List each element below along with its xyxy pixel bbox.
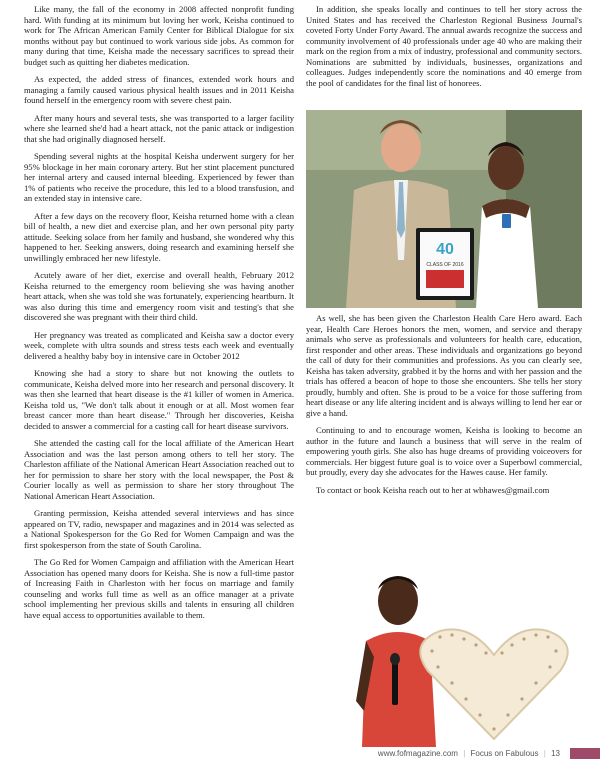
heart-photo-illustration <box>306 571 582 747</box>
plaque-subtitle: CLASS OF 2016 <box>426 262 464 268</box>
paragraph: She attended the casting call for the local affiliate of the American Heart Association and was the last person among others to tell her story. The Charleston affiliate of the National American Heart Association reached out to her for permission to share her story with the local newspaper, the Post & Courier locally as well as permission to share her story throughout The National American Heart Association. <box>24 438 294 501</box>
paragraph: Continuing to and to encourage women, Keisha is looking to become an author in the future and launch a business that will serve in the realm of empowering youth girls. She also has huge dreams of providing voiceovers for commercials. Her biggest future goal is to voice over a Superbowl commercial, but proudly, every day she advocates for the Hawes cause. Her family. <box>306 425 582 477</box>
award-photo-illustration <box>306 110 582 308</box>
right-column-top <box>306 4 582 95</box>
paragraph: As expected, the added stress of finances, extended work hours and managing a family caused various physical health issues and in 2011 Keisha found herself in the emergency room with severe chest pain. <box>24 74 294 105</box>
page-footer <box>0 748 600 761</box>
heart-photo <box>306 571 582 747</box>
paragraph: After a few days on the recovery floor, Keisha returned home with a clean bill of health, a new diet and exercise plan, and her own personal pity party attitude. Seeking solace from her family and husband, she wondered why this happened to her. Seeking answers, doing research and examining herself she unwillingly embraced her new lifestyle. <box>24 210 294 263</box>
footer-publication: Focus on Fabulous <box>470 749 539 758</box>
paragraph: Knowing she had a story to share but not knowing the outlets to communicate, Keisha delved more into her research and personal discovery. It was then she learned that heart disease is the #1 killer of women in America. Keisha told us, "We don't talk about it enough or at all. Most women fear breast cancer more than heart disease." Through her discoveries, Keisha decided to answer a commercial for a casting call for heart disease survivors. <box>24 368 294 431</box>
footer-accent-bar <box>570 748 600 759</box>
left-column <box>24 4 294 627</box>
paragraph: Spending several nights at the hospital Keisha underwent surgery for her 95% blockage in her main coronary artery. But her stint placement punctured her internal artery and caused internal bleeding. Experienced by fewer than 1% of patients who receive the procedure, this led to a blood transfusion, and an extended stay in intensive care. <box>24 151 294 203</box>
right-column-bottom <box>306 313 582 502</box>
paragraph: Her pregnancy was treated as complicated and Keisha saw a doctor every week, complete with ultra sounds and stress tests each week and eventually delivered a healthy baby boy in intensive care in October 2012 <box>24 329 294 361</box>
plaque-logo: 40 <box>436 241 454 258</box>
paragraph: After many hours and several tests, she was transported to a larger facility where she learned she'd had a heart attack, not the panic attack or indigestion that she had originally diagnosed herself. <box>24 112 294 144</box>
footer-separator: | <box>543 749 546 758</box>
contact-line: To contact or book Keisha reach out to her at wbhawes@gmail.com <box>316 484 550 495</box>
footer-text <box>378 749 560 758</box>
footer-separator: | <box>463 749 466 758</box>
award-photo <box>306 110 582 308</box>
page-number: 13 <box>551 749 560 758</box>
paragraph: In addition, she speaks locally and continues to tell her story across the United States and has received the Charleston Regional Business Journal's coveted Forty Under Forty Award. The annual awards recognize the success and community involvement of 40 professionals under age 40 who are making their mark on the region from a mix of industry, professional and community sectors. Nominations are submitted by individuals, businesses, organizations and colleagues. Judges independently score the nominations and 40 emerge from the pool of candidates for the final list of honorees. <box>306 4 582 88</box>
paragraph: Like many, the fall of the economy in 2008 affected nonprofit funding hard. With funding at its minimum but loving her work, Keisha continued to work for The African American Family Center for Biblical Dialogue for six months without pay but continued to work various side jobs. As common for many during that time, Keisha made the necessary sacrifices to spread their budget such as quitting her diabetes medication. <box>24 4 294 67</box>
paragraph: Granting permission, Keisha attended several interviews and has since appeared on TV, radio, newspaper and magazines and in 2014 was selected as a National Spokesperson for the Go Red for Women Campaign and was the first spokesperson from the state of South Carolina. <box>24 508 294 550</box>
paragraph: As well, she has been given the Charleston Health Care Hero award. Each year, Health Care Heroes honors the men, women, and service and therapy animals who serve as professionals and volunteers for health care, education, first responder and other areas. These individuals and organizations go beyond the call of duty for their communities and professions. As you can clearly see, Keisha has taken adversity, grabbed it by the horns and with her passion and the trials has offered a beacon of hope to those she encounters. She tells her story proudly, humbly and often. She is proud to be a voice for those suffering from heart disease or any life altering incident and is always willing to lend her ear or give a hand. <box>306 313 582 418</box>
footer-site: www.fofmagazine.com <box>377 749 458 758</box>
paragraph: The Go Red for Women Campaign and affiliation with the American Heart Association has opened many doors for Keisha. She is now a full-time pastor of Increasing Faith in Charleston with her focus on marriage and family counseling and works full time as well as an office manager at a private school implementing her previous skills and talents in ensuring all children have equal access to opportunities available to them. <box>24 557 294 620</box>
paragraph: Acutely aware of her diet, exercise and overall health, February 2012 Keisha returned to the emergency room believing she was having another heart attack, when she was told she was fortunately, experiencing heartburn. It was also during this time and emergency room visit and testing's that she discovered she was pregnant with their third child. <box>24 270 294 322</box>
